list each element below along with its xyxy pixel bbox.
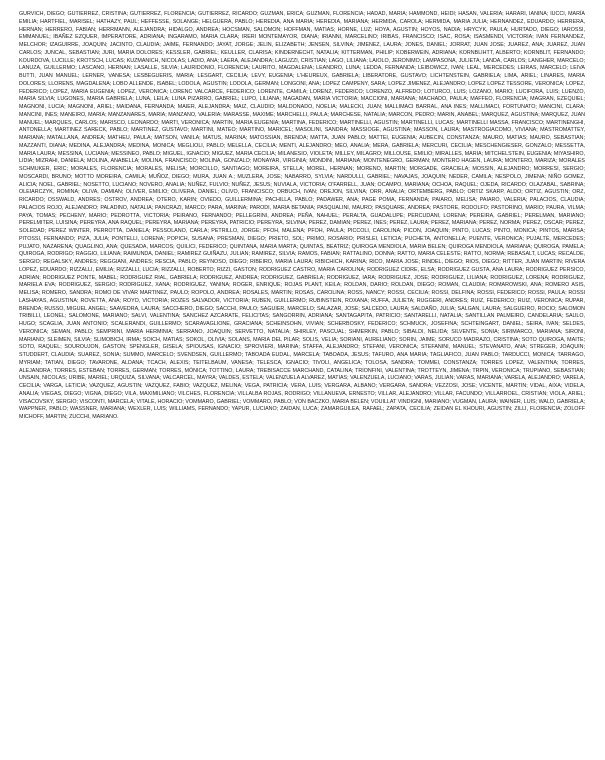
names-list-paragraph: GURVICH, DIEGO; GUTIERREZ, CRISTINA; GUTIERREZ, FLORENCIA; GUTIERREZ, RICARDO; GUZMAN, ERICA; GUZMAN, FLORENCIA; HADAD, MARIA; HAMMOND, HEIDI; HASAN, VALERIA; HARARI, IANINA; IUCCI, MARÍA EMILIA; HARTFIEL, MARISEL; HATHAZY, PAUL; HEFFESSE, SOLANGE; HELGUERA, PABLO; HEREDIA, ANA MARIA; HEREDIA, MARIANA; HERMIDA, CAROLA; HERMIDA, MARIA JULIA; HERNANDEZ, EDUARDO; HERRERA, HERNAN; HERRERO, FABIAN; HERRMANN, ALEJANDRA; HIDALGO, ANDREA; HOCSMAN, SALOMON; HOFFMAN, MATIAS; HORNE, LUZ; HOYA, AGUSTIN; HOYOS, NADIA; HRYCYK, PAULA; HURTADO, DIEGO; IAROSSI, EMMANUEL; IBAÑEZ EZQUER, IMPERATORE, ADRIANA; INGARAMO, MARIA CLARA; IRERI MONTEMAYOR, DIANA; IRIANNI, MARCELINO; IRIBAS, FRANCISCO; ISAC, ROSA; ISASMENDI, VICTORIA; IVAN FERNANDEZ, MELCHOR; IZAGUIRRE, JOAQUIN; JACINTO, CLAUDIA; JAIME, FERNANDO; JAYAT, JORGE; JELIN, ELIZABETH; JENSEN, SILVINA; JIMENEZ, LAURA; JONES, DANIEL; JORRAT, JUAN JOSE; JUAREZ, ANA; JUAREZ, JUAN CARLOS; JUNCAL, SEBASTIAN; JURI, MARIA DOLORES; KESSLER, GABRIEL; KEULLER, CLARISA; KINDERNECHT, NATALIA; KITTERMAN, PHILIP; KOBERWEIN, ADRIANA; KORNBLIHTT, ALBERTO; KORNBLIT, FERNANDO; KOURDOVA, LUCILLE; KROTSCH, LUCAS; KUZMANICH, NICOLAS; LADIO, ANA; LAERA, ALEJANDRA; LAGUZZI, CRISTIAN; LAGO, LILIANA; LAIOLO, JERONIMO; LAMPASONA, JULIETA; LANDA, CARLOS; LANGHER, MARCELO; LANUZA, GUILLERMO; LASCANO, HERNAN; LASALLE, SILVIA; LAURIDONIO, FLORENCIA; LAURITO, MAGDALENA; LEANDRO, LUNA; LEDDA, FERNANDA; LEIBOWICZ, IVAN; LEAL, MERCEDES; LEIRAS, MARCELO; LEIVA BUTTI, JUAN MANUEL; LERNER, VANESA; LESBEGUERIS, MARIA; LESGART, CECILIA; LEVY, EUGENIA; L'HEUREUX, GABRIELA; LIBERATORE, GUSTAVO; LICHTENSTEIN, GABRIELA; LIMA, ARIEL; LINARES, MARIA DOLORES; LLORENS, MAGDALENA; LOBO ALLENDE, ISABEL; LODOLA, AGUSTIN; LODOLA, GERMAN; LONGONI, ANA; LOPEZ CAMPENY, SARA; LOPEZ JIMENEZ, ALEJANDRO; LOPEZ LOPEZ TESSORE, VERONICA; LOPEZ, FEDERICO; LOPEZ, MARIA EUGENIA; LOPEZ, VERONICA; LORENC VALCARCE, FEDERICO; LORENTE, CAMILA; LORENZ, FEDERICO; LORENZO, ALFREDO; LOTURCO, LUIS; LOZANO, MARIO; LUCIFORA, LUIS; LUENZO, MARIA SILVIA; LUGONES, MARIA GABRIELA; LUNA, LEILA; LUNA PIZARRO, GABRIEL; LUPO, LILIANA; MAGADAN, MARIA VICTORIA; MACCIONI, MARIANA; MACHADO, PAULA; MAFFEO, FLORENCIA; MAGRAN, EZEQUIEL; MAGNONI, LUCIA; MAGNONI, ARIEL; MAIDANA, FERNANDA; MAIER, ALEJANDRA; MAIZ, CLAUDIO; MALDONADO, NOELIA; MALECKI, JUAN; MALLIMACI BARRAL, ANA INES; MALLIMACI, FORTUNATO; MANCINI, CLARA; MANCINI, INES; MANEIRO, MARIA; MANZANARES, MARIA; MANZANO, VALERIA; MARASSE, MAXIME; MARCHELLI, PAULA; MARCHESE, NATALIA; MARCON, PEDRO; MARIN, ANABEL; MARQUEZ, AGUSTINA; MARQUEZ, JUAN MANUEL; MARQUES, CARLOS; MARISCO, LEONARDO; MARTI, VERONICA; MARTIN, MARIA EUGENIA; MARTINA, FEDERICO; MARTINELLI, AGUSTIN; MARTINELLI, LUCAS; MARTINELLI MASSA, FRANCISCO; MARTINENGHI, ANTONELLA; MARTINEZ SARECK, PABLO; MARTINEZ, GUSTAVO; MARTINI, MATEO; MARTINO, MARICEL; MASOLINI, SANDRA; MASSIOGE, AGUSTINA; MASSON, LAURA; MASTROGIACOMO, VIVIANA; MASTROMATTEY, MARIANA; MATALLANA, ANDREA; MATHEU, PAULA; MATSON, VANILA; MATUS, MARINA; MATOSSIAN, BRENDA; MATTA, JUAN PABLO; MATTEI, EUGENIA; AUBECIN, CONSTANZA; MAURO, MATIAS; MAURO, SEBASTIAN; MAZZANTI, DIANA; MEDINA, ALEJANDRA; MEDINA, MONICA; MEGLIOLI, PABLO; MELELLA, CECILIA; MENTI, ALEJANDRO; MEO, ANALIA; MERA, GABRIELA; MERCURI, CECILIA; MESCHENGIESER, GONZALO; MESSETTA, MARIA LAURA; MESSINA, LUCIANA; MESSINEO, PABLO; MIGUEL, IGNACIO; MIGUEZ, MARIA CECILIA; MILANESIO, VIOLETA; MILLEY, MILAGRO; MILLOUSE, EMILIO; MIRALLES, MARIA; MITCHELSTEIN, EUGENIA; MIYASHIRO, LIDIA; MIZRAHI, DANIELA; MOLINA, ANABELLA; MOLINA, FRANCISCO; MOLINA, GONZALO; MONAYAR, VIRGINIA; MONDINI, MARIANA; MONTENEGRO, GERMAN; MONTERO HAGEN, LAURA; MONTERO, MARIZA; MORALES SCHMUKER, ERIC; MORALES, FLORENCIA; MORALES, MELISA; MORCILLO, SANTIAGO; MOREIRA, STELLA; MOREL, HERNAN; MORENO, MARTIN; MORGADE, GRACIELA; MOSSIN, ALEJANDRO; MORRESI, SERGIO; MOSCARDI, BRUNO; MOTTO MOREIRA, CAMILA; MUÑOZ, DIEGO; MURA, JUAN A.; MUZLERA, JOSE; NABARRO, SYLVIA; NARDULLI, GABRIEL; NAVAJAS, JOAQUIN; NEDER, CAMILA; NESPOLO, JIMENA; NIÑO GOMEZ, ALICIA; NOEL, GABRIEL; NOSETTO, LUCIANO; NOVERO, ANALIA; NUÑEZ, FULVIO; NUÑEZ, JESUS; NUVIALA, VICTORIA; O'FARRELL, JUAN; OCAMPO, MARIANA; OCHOA, RAQUEL; OJEDA, RICARDO; OLAZABAL, SABRINA; OLEIARCZYK, ROMINA; OLIVA, DAMIAN; OLIVER, EMILIO; OLIVERA, DANIEL; OLIVO, FRANCISCO; ORBUCH, IVAN; OREJON, SILVINA; ORR, ANALIA; ORTEMBERG, PABLO; ORTIZ SKARP, ALDO; ORTIZ, AGUSTIN; ORZ, RICARDO; OSSWALD, ANDRES; OSTROV, ANDREA; OTERO, KARIN; OVIEDO, GUILLERMINA; PACHILLA, PABLO; PADAWER, ANA; PAGE POMA, FERNANDA; PAIARO, MELISA; PAIARO, VALERIA; PALACIOS, CLAUDIA; PALACIOS ROJO, ALEJANDRO; PALADINO, NATALIA; PANCRAZI, MARCO; PARA, MARINA; PARODI, MARIA BETANIA; PASQUALINI, MAURO; PASQUARE, ANDREA; PASTORE, RODOLFO; PASTORINO, MARIO; PAURA, VILMA; PAYA, TOMAS; PECHENY, MARIO; PEDROTTA, VICTORIA; PEIRANO, FERNANDO; PELLEGRINI, ANDREA; PEÑA, NAHUEL; PERALTA, GUADALUPE; PERCUDANI, LORENA; PEREIRA, GABRIEL; PERELMAN, MARIANO; PERELMITER, LUISINA; PEREYRA, ANA RAQUEL; PEREYRA, MARIANA; PEREYRA, PATRICIO; PEREYRA, SILVINA; PEREZ, DAMIAN; PEREZ, INES; PEREZ, LAURA; PEREZ, MARIANA; PEREZ, NORMA; PEREZ, OSCAR; PEREZ, SOLEDAD; PEREZ WINTER, PERROTTA, DANIELA; PESSOLANO, CARLA; PETRILLO, JORGE; PFOH, MALENA; PFOH, PAULA; PICCOLI, CAROLINA; PICON, JOAQUIN; PINTO, LUCAS; PINTO, MONICA; PINTOS, MARISA; PITOSSI, FERNANDO; PIZA, JULIA; PONTELLI, LORENA; POPICH, SUSANA; PRESMAN, DIEGO; PRIETO, SOL; PRIMO, ROSARIO; PRISLEI, LETICIA; PUCHETA, ANTONELLA; PUENTE, VERONICA; PUJALTE, MERCEDES; PUJATO, NAZARENA; QUAGLINO, ANA; QUESADA, MARCOS; QUILICI, FEDERICO; QUINTANA, MARIA MARTA; QUINTAS, BEATRIZ; QUIROGA MENDIOLA, MARIA BELEN; QUIROGA MENDIOLA, MARIANA; QUIROGA, PAMELA; QUIROGA, RODRIGO; RAGGIO, LILIANA; RAIMUNDA, DANIEL; RAMIREZ GUIÑAZU, JULIAN; RAMIREZ, SILVIA; RAMOS, FABIAN; RATTALINO, DONNA; RATTO, MARIA CELESTE; RATTO, NORMA; REBASALT, LUCAS; RECALDE, SERGIO; REGALSKY, ANDRES; REGGIANI, ANDRES; RESCIA, PABLO; REYNOSO, DIEGO; RIBEIRO, MARIA LAURA; RIBICHICH, KARINA; RICO, MARIA JOSE; RINDEL, DIEGO; RIOS, DIEGO; RITTER, JUAN MARTIN; RIVERA LOPEZ, EDUARDO; RIZZALLI, EMILIA; RIZZALLI, LUCIA; RIZZALLI, ROBERTO; RIZZI, GASTON; RODRIGUEZ CASTRO, MARIA CAROLINA; RODRIGUEZ CIDRE, ELSA; RODRIGUEZ GUSTA, ANA LAURA; RODRIGUEZ PERSICO, ADRIAN; RODRIGUEZ PONTE, MABEL; RODRIGUEZ RIAL, GABRIELA; RODRIGUEZ, ANDREA; RODRIGUEZ, GABRIELA; RODRIGUEZ, IARA; RODRIGUEZ, JOSE; RODRIGUEZ, LILIANA; RODRIGUEZ, LORENA; RODRIGUEZ, MARIELA EVA; RODRIGUEZ, SERGIO; RODRIGUEZ, XANA; RODRIGUEZ, YANINA; ROGER, ENRIQUE; ROJAS PLANT, KEILA; ROLDAN, DARIO; ROLDAN, DIEGO; ROMAN, CLAUDIA; ROMAROWSKI, ANA; ROMERO ASIS, MELISA; ROMERO, SANDRA; ROMO DE VIVAR MARTINEZ, PAULO; ROPOLO, ANDREA; ROSALES, MARTIN; ROSAS, CAROLINA; ROSS, NANCY; ROSSI, CECILIA; ROSSI, DELFINA; ROSSI, FEDERICO; ROSSI, PAULA; ROSSI LASHAYAS, AGUSTINA; ROVETTA, ANA; ROYO, VICTORIA; ROZES SALVADOR, VICTORIA; RUBEN, GUILLERMO; RUBINSTEIN, ROXANA; RUFFA, JULIETA; RUGGERI, ANDRES; RUIZ, FEDERICO; RUIZ, VERONICA; RUPAR, BRENDA; RUSSO, MIGUEL ANGEL; SAAVEDRA, LAURA; SACCHERO, DIEGO; SACCHI, PAULO; SAGUIER, MARCELO; SALAZAR, JOSE; SALCEDO, LAURA; SALDAÑO, JULIA; SALGAN, LAURA; SALGUEIRO, ROCIO; SALOMON TRIBILLI, LEONEL; SALOMONE, MARIANO; SALVI, VALENTINA; SANCHEZ AZCARATE, FELICITAS; SANGORRIN, ADRIANA; SANTAGAPITA, PATRICIO; SANTARELLI, NATALIA; SANTILLAN PALMEIRO, CANDELARIA; SAULO, HUGO; SCAGLIA, JUAN ANTONIO; SCALERANDI, GUILLERMO; SCARAVAGLIONE, GRACIANA; SCHEINSOHN, VIVIAN; SCHERBOSKY, FEDERICO; SCHMUCK, JOSEFINA; SCHTEINGART, DANIEL; SEIRA, IVAN; SELDES, VERONICA; SEMAN, PABLO; SEMPRINI, MARIA HERMINIA; SERRANO, JOAQUIN; SERVETTO, NATALIA; SHIRLEY, PASCUAL; SHMERKIN, PABLO; SIBALDI, NELIDA; SILVENTE, SONIA; SIRIMARCO, MARIANA; SIRONI, MARIANO; SLEIMEN, SILVIA; SLIMOBICH, IRMA; SOICH, MATIAS; SOKOL, OLIVIA; SOLANS, MARIA DEL PILAR; SOLIS, VELIA; SORIANI, AURELIANO; SORIN, JAIME; SORUCO MADRAZO, CRISTINA; SOTO QUIROGA, MAITE; SOTO, RAQUEL; SOUROUJON, GASTON; SPENGLER, GISELA; SPIOUSAS, IGNACIO; SPROVIERI, MARINA; STAFFA, ALEJANDRO; STEFANI, VERONICA; STEFANINI, MANUEL; STEVANATO, ANA; STREGER, JOAQUIN; STUDDERT, CLAUDIA; SUAREZ, SONIA; SUMMO, MARCELO; SVENDSEN, GUILLERMO; TABOADA EUDAL, MARCELA; TABOADA, JESUS; TAFURO, ANA MARIA; TAGLIAFICO, JUAN PABLO; TARDUCCI, MONICA; TARRAGO, MYRIAM; TATIAN, DIEGO; TAVARONE, ALDANA; TCACH, ALEXIS; TEITELBAUM, VANESA; TELESCA, IGNACIO; TIVOLI, ANGELICA; TOLOSA, SANDRA; TOMMEI, CONSTANZA; TORRES LOPEZ, VALENTINA; TORRES, ALEJANDRA; TORRES, ESTEBAN; TORRES, GERMAN; TORRES, MÓNICA; TOTTINO, LAURA; TREBISACCE MARCHAND, CATALINA; TRIONFINI, VALENTINA; TROTTEYN, JIMENA; TRPIN, VERONICA; TRUPIANO, SEBASTIAN; UNSAIN, NICOLAS; URIBE, MARIEL; URQUIZA, SILVANA; VALCARCEL, MAYRA; VALDES, ESTELA; VALENZUELA ALVAREZ, MATIAS; VALENZUELA, LUCIANO; VARAS, JULIAN; VARAS, MARIANA; VARELA, ALEJANDRO; VARELA, CECILIA; VARGA, LETICIA; VAZQUEZ, AGUSTIN; VAZQUEZ, FABIO; VAZQUEZ, MELINA; VEGA, PATRICIA; VERA, LUIS; VERGARA, ALBANO; VERGARA, SANDRA; VEZZOSI, JOSE; VICENTE, MARTIN; VIDAL, AIXA; VIDELA, ANALIA; VIEGAS, DIEGO; VIGNA, DIEGO; VILA, MAXIMILIANO; VILCHES, FLORENCIA; VILLALBA ROJAS, RODRIGO; VILLANUEVA, ERNESTO; VILLAR, ALEJANDRO; VILLAR, FACUNDO; VILLARROEL, CRISTIAN; VIOLA, ARIEL; VISACOVSKY, SERGIO; VISCONTI, MARCELA; VITALE, HORACIO; VOMMARO, GABRIEL; VOMMARO, PABLO; VON BACZKO, MARIA BELEN; VOUILLAT VINDIGNI, MARIANO; VUGMAN, LAURA; WAINER, LUIS; WALD, GABRIELA; WAPPNER, PABLO; WASSNER, MARIANA; WEXLER, LUIS; WILLIAMS, FERNANDO; YAPUR, LUCIANO; ZAIDAN, LUCA; ZAMARGUILEA, RAFAEL; ZAPATA, CECILIA; ZEIDAN EL KHOURI, AGUSTIN; ZILLI, FLORENCIA; ZOLOFF MICHOFF, MARTIN; ZUCCHI, MARIANO. <box>19 11 585 420</box>
document-page <box>19 11 585 422</box>
